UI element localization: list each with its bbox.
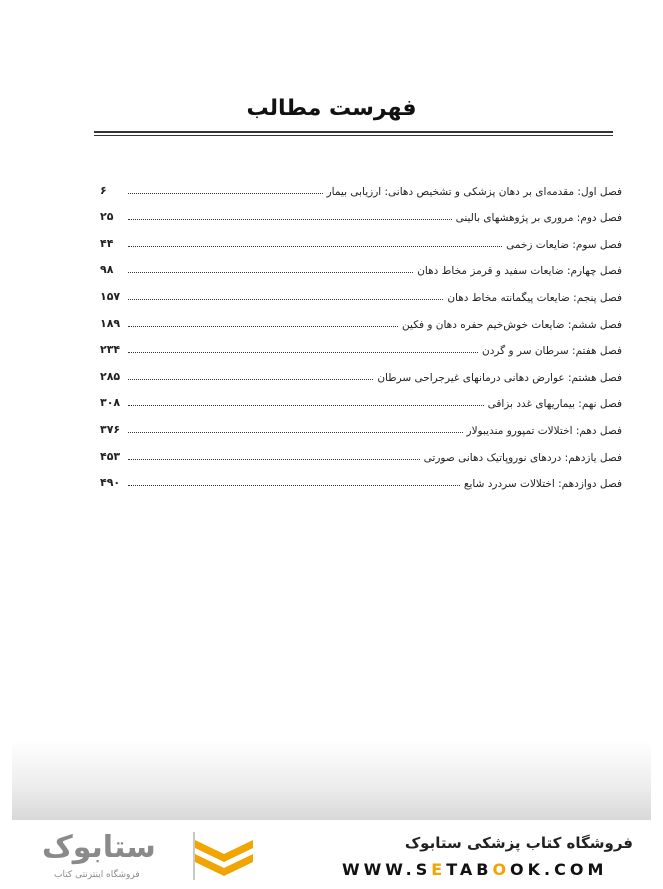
- toc-chapter-title: فصل اول: مقدمه‌ای بر دهان پزشکی و تشخیص دهانی: ارزیابی بیمار: [326, 185, 622, 198]
- chevron-stack-icon: [193, 832, 255, 882]
- toc-leader-dots: [128, 351, 478, 353]
- toc-page-number: ۱۵۷: [100, 289, 121, 303]
- toc-page-number: ۴۴: [100, 236, 114, 250]
- toc-page-number: ۹۸: [100, 263, 114, 277]
- url-part: WWW.S: [342, 860, 432, 879]
- publisher-footer: [0, 820, 663, 889]
- toc-page-number: ۴۵۳: [100, 449, 121, 463]
- shop-name: فروشگاه کتاب پزشکی ستابوک: [404, 834, 633, 852]
- url-part: TAB: [446, 860, 493, 879]
- toc-chapter-title: فصل یازدهم: دردهای نوروپاتیک دهانی صورتی: [423, 451, 622, 464]
- toc-chapter-title: فصل پنجم: ضایعات پیگمانته مخاط دهان: [447, 291, 622, 304]
- toc-chapter-title: فصل چهارم: ضایعات سفید و قرمز مخاط دهان: [417, 265, 622, 278]
- page-title: فهرست مطالب: [246, 96, 417, 121]
- toc-leader-dots: [128, 404, 484, 406]
- footer-shadow: [12, 740, 651, 820]
- title-rule-thin: [94, 135, 613, 136]
- url-accent: E: [431, 860, 447, 879]
- table-of-contents: [100, 172, 622, 491]
- toc-chapter-title: فصل دوازدهم: اختلالات سردرد شایع: [463, 478, 622, 491]
- toc-page-number: ۲۸۵: [100, 369, 121, 383]
- toc-leader-dots: [128, 325, 398, 327]
- toc-page-number: ۶: [100, 183, 107, 197]
- toc-entry[interactable]: [100, 358, 622, 385]
- toc-page-number: ۳۷۶: [100, 422, 121, 436]
- toc-page-number: ۴۹۰: [100, 476, 121, 490]
- toc-entry[interactable]: [100, 278, 622, 305]
- url-part: OK.COM: [510, 860, 608, 879]
- toc-entry[interactable]: [100, 199, 622, 226]
- toc-entry[interactable]: [100, 438, 622, 465]
- title-rule-thick: [94, 131, 613, 133]
- toc-page-number: ۲۳۴: [100, 343, 121, 357]
- toc-entry[interactable]: [100, 252, 622, 279]
- toc-leader-dots: [128, 245, 502, 247]
- toc-page-number: ۳۰۸: [100, 396, 121, 410]
- toc-chapter-title: فصل هفتم: سرطان سر و گردن: [481, 345, 622, 358]
- toc-leader-dots: [128, 484, 460, 486]
- toc-page-number: ۱۸۹: [100, 316, 121, 330]
- toc-entry[interactable]: [100, 225, 622, 252]
- toc-chapter-title: فصل ششم: ضایعات خوش‌خیم حفره دهان و فکین: [402, 318, 622, 331]
- toc-entry[interactable]: [100, 172, 622, 199]
- toc-entry[interactable]: [100, 465, 622, 492]
- url-accent: O: [492, 860, 511, 879]
- toc-chapter-title: فصل دهم: اختلالات تمپورو مندیبولار: [466, 424, 622, 437]
- toc-entry[interactable]: [100, 332, 622, 359]
- toc-leader-dots: [128, 218, 452, 220]
- logo-text: ستابوک: [42, 830, 156, 865]
- toc-chapter-title: فصل هشتم: عوارض دهانی درمانهای غیرجراحی سرطان: [377, 371, 622, 384]
- toc-entry[interactable]: [100, 385, 622, 412]
- toc-leader-dots: [128, 192, 323, 194]
- toc-leader-dots: [128, 431, 463, 433]
- shop-url[interactable]: [342, 860, 607, 879]
- toc-chapter-title: فصل سوم: ضایعات زخمی: [506, 238, 622, 251]
- toc-leader-dots: [128, 271, 413, 273]
- logo-tagline: فروشگاه اینترنتی کتاب: [54, 870, 140, 880]
- toc-entry[interactable]: [100, 305, 622, 332]
- toc-leader-dots: [128, 458, 420, 460]
- toc-chapter-title: فصل دوم: مروری بر پژوهشهای بالینی: [455, 212, 622, 225]
- toc-page-number: ۲۵: [100, 210, 114, 224]
- toc-leader-dots: [128, 298, 443, 300]
- toc-leader-dots: [128, 378, 373, 380]
- toc-entry[interactable]: [100, 411, 622, 438]
- toc-chapter-title: فصل نهم: بیماریهای غدد بزاقی: [487, 398, 622, 411]
